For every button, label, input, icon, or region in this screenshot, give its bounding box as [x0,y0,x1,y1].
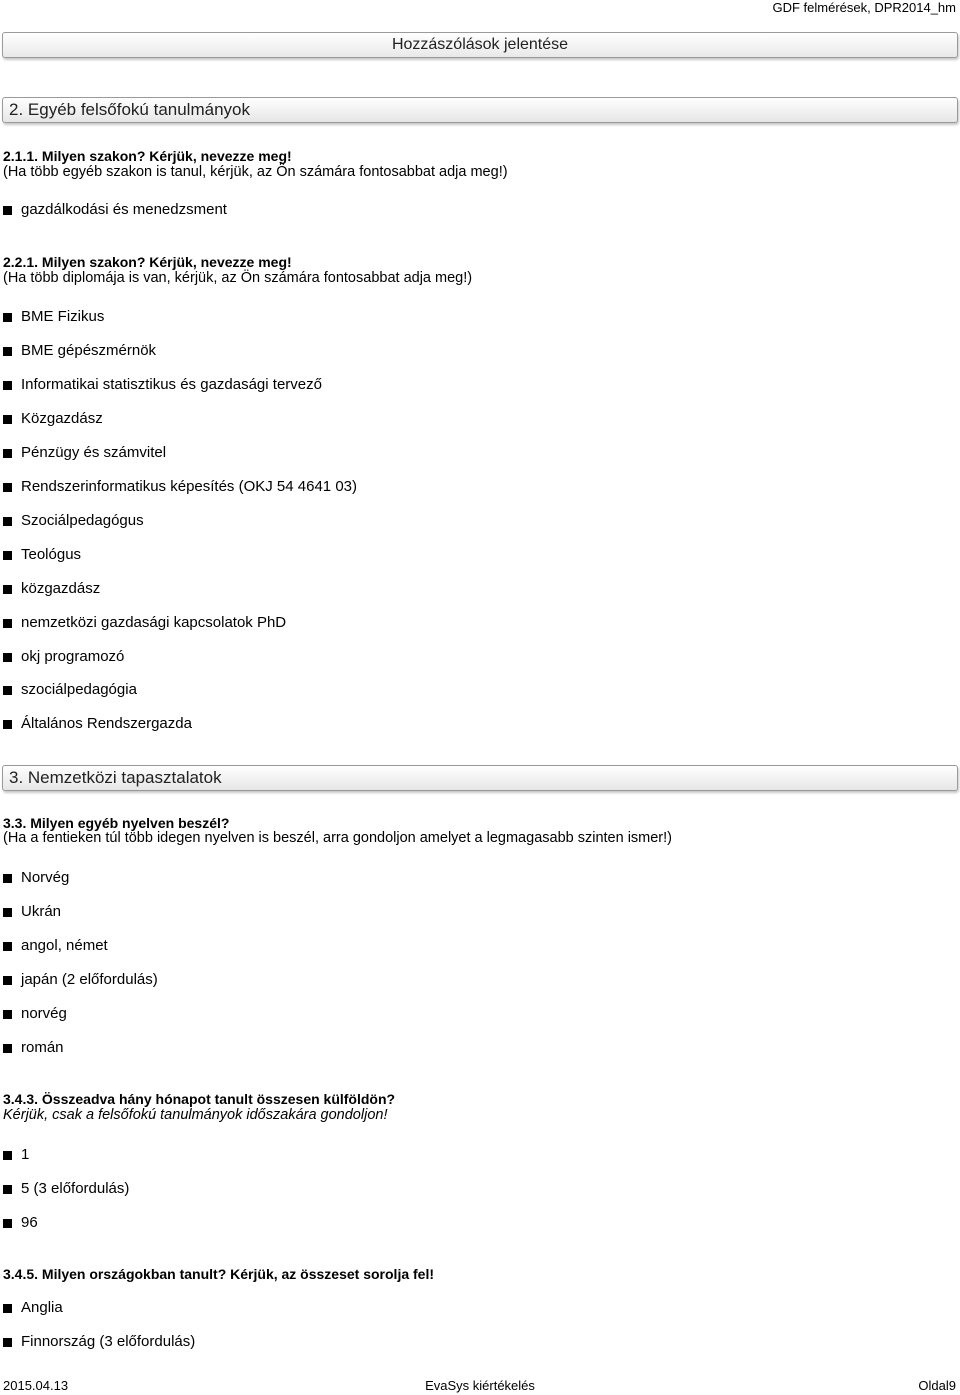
answer-item [2,308,104,326]
square-bullet-icon [3,381,12,390]
answer-text: Norvég [21,869,70,886]
square-bullet-icon [3,551,12,560]
answer-text: norvég [21,1005,67,1022]
answer-text: 5 (3 előfordulás) [21,1180,130,1197]
square-bullet-icon [3,1044,12,1053]
question-title-2-2-1: 2.2.1. Milyen szakon? Kérjük, nevezze meg! [3,254,292,270]
answer-text: Pénzügy és számvitel [21,444,167,461]
document-header-label: GDF felmérések, DPR2014_hm [772,0,956,15]
answer-item [2,376,322,394]
square-bullet-icon [3,206,12,215]
question-subtitle-3-3: (Ha a fentieken túl több idegen nyelven is beszél, arra gondoljon amelyet a legmagasabb szinten ismer!) [3,830,672,846]
answer-item [2,1039,64,1057]
answer-item [2,869,69,887]
answer-item [2,444,166,462]
answer-text: Anglia [21,1299,63,1316]
answer-text: angol, német [21,937,108,954]
answer-item [2,342,156,360]
square-bullet-icon [3,976,12,985]
square-bullet-icon [3,415,12,424]
answer-item [2,648,124,666]
answer-item [2,410,103,428]
answer-item [2,1146,29,1164]
answer-item [2,937,108,955]
answer-text: japán (2 előfordulás) [21,971,158,988]
answer-item [2,1214,38,1232]
section-heading-3: 3. Nemzetközi tapasztalatok [2,765,958,791]
section-heading-2: 2. Egyéb felsőfokú tanulmányok [2,97,958,123]
answer-item [2,1005,67,1023]
answer-text: közgazdász [21,580,101,597]
square-bullet-icon [3,619,12,628]
answer-text: BME Fizikus [21,308,105,325]
square-bullet-icon [3,874,12,883]
footer-page-number: Oldal9 [918,1378,956,1393]
square-bullet-icon [3,1185,12,1194]
answer-text: okj programozó [21,648,125,665]
answer-text: Finnország (3 előfordulás) [21,1333,196,1350]
answer-item [2,614,286,632]
answer-text: Teológus [21,546,82,563]
question-title-3-3: 3.3. Milyen egyéb nyelven beszél? [3,815,230,831]
answer-item [2,478,357,496]
answer-text: Közgazdász [21,410,103,427]
footer-center-label: EvaSys kiértékelés [425,1378,535,1393]
square-bullet-icon [3,517,12,526]
answer-item [2,971,158,989]
square-bullet-icon [3,313,12,322]
question-title-2-1-1: 2.1.1. Milyen szakon? Kérjük, nevezze meg! [3,148,292,164]
answer-item [2,1333,195,1351]
square-bullet-icon [3,942,12,951]
answer-item [2,512,144,530]
square-bullet-icon [3,653,12,662]
answer-item [2,201,227,219]
answer-item [2,681,137,699]
square-bullet-icon [3,1219,12,1228]
answer-text: 96 [21,1214,38,1231]
question-subtitle-2-2-1: (Ha több diplomája is van, kérjük, az Ön számára fontosabbat adja meg!) [3,270,473,286]
square-bullet-icon [3,1010,12,1019]
square-bullet-icon [3,1304,12,1313]
answer-text: Szociálpedagógus [21,512,144,529]
answer-item [2,715,192,733]
answer-item [2,1180,129,1198]
answer-item [2,546,81,564]
square-bullet-icon [3,449,12,458]
square-bullet-icon [3,347,12,356]
square-bullet-icon [3,908,12,917]
question-subtitle-3-4-3: Kérjük, csak a felsőfokú tanulmányok időszakára gondoljon! [3,1107,388,1123]
answer-item [2,903,61,921]
report-title: Hozzászólások jelentése [2,32,958,58]
square-bullet-icon [3,585,12,594]
answer-text: nemzetközi gazdasági kapcsolatok PhD [21,614,287,631]
answer-text: Általános Rendszergazda [21,715,192,732]
answer-text: 1 [21,1146,30,1163]
footer-date: 2015.04.13 [3,1378,69,1393]
square-bullet-icon [3,1338,12,1347]
question-subtitle-2-1-1: (Ha több egyéb szakon is tanul, kérjük, az Ön számára fontosabbat adja meg!) [3,164,508,180]
answer-text: román [21,1039,64,1056]
question-title-3-4-5: 3.4.5. Milyen országokban tanult? Kérjük, az összeset sorolja fel! [3,1266,435,1282]
answer-text: Informatikai statisztikus és gazdasági tervező [21,376,322,393]
answer-item [2,580,100,598]
square-bullet-icon [3,686,12,695]
square-bullet-icon [3,1151,12,1160]
answer-text: Ukrán [21,903,62,920]
question-title-3-4-3: 3.4.3. Összeadva hány hónapot tanult összesen külföldön? [3,1091,396,1107]
answer-text: Rendszerinformatikus képesítés (OKJ 54 4641 03) [21,478,357,495]
square-bullet-icon [3,483,12,492]
square-bullet-icon [3,720,12,729]
answer-text: BME gépészmérnök [21,342,157,359]
answer-text: gazdálkodási és menedzsment [21,201,227,218]
answer-text: szociálpedagógia [21,681,137,698]
answer-item [2,1299,63,1317]
